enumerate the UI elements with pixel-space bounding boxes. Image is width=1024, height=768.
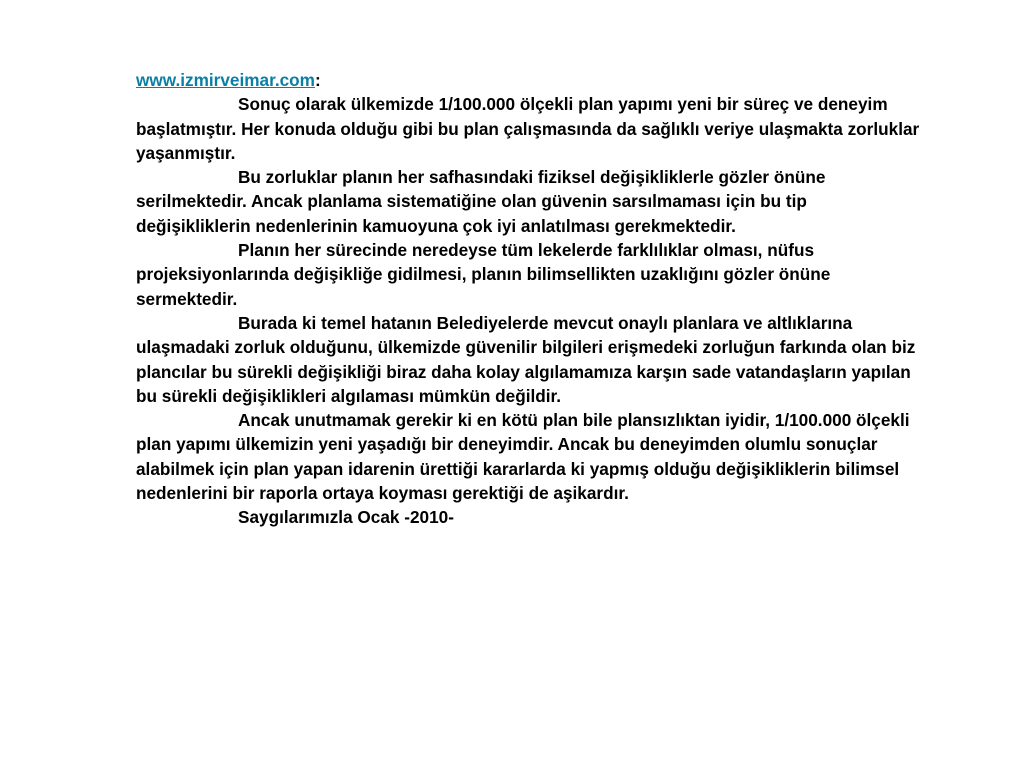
- link-colon: :: [314, 70, 321, 90]
- signature-line: Saygılarımızla Ocak -2010-: [238, 507, 454, 528]
- paragraph-5: Ancak unutmamak gerekir ki en kötü plan bile plansızlıktan iyidir, 1/100.000 ölçekli plan yapımı ülkemizin yeni yaşadığı bir deneyimdir. Ancak bu deneyimden olumlu sonuçlar alabilmek için plan yapan idarenin ürettiği kararlarda ki yapmış olduğu değişikliklerin bilimsel nedenlerini bir raporla ortaya koyması gerektiği de aşikardır.: [136, 410, 910, 504]
- paragraph-1: Sonuç olarak ülkemizde 1/100.000 ölçekli plan yapımı yeni bir süreç ve deneyim başlatmıştır. Her konuda olduğu gibi bu plan çalışmasında da sağlıklı veriye ulaşmakta zorluklar yaşanmıştır.: [136, 94, 920, 163]
- paragraph-4: Burada ki temel hatanın Belediyelerde mevcut onaylı planlara ve altlıklarına ulaşmadaki zorluk olduğunu, ülkemizde güvenilir bilgileri erişmedeki zorluğun farkında olan biz plancılar bu sürekli değişikliği biraz daha kolay algılamamıza karşın sade vatandaşların yapılan bu sürekli değişiklikleri algılaması mümkün değildir.: [136, 312, 916, 406]
- paragraph-2: Bu zorluklar planın her safhasındaki fiziksel değişikliklerle gözler önüne serilmektedir. Ancak planlama sistematiğine olan güvenin sarsılmaması için bu tip değişikliklerin nedenlerinin kamuoyuna çok iyi anlatılması gerekmektedir.: [136, 167, 826, 236]
- letter-body: [136, 68, 926, 530]
- header-line: [136, 68, 926, 92]
- website-link[interactable]: www.izmirveimar.com: [136, 70, 315, 90]
- paragraph-3: Planın her sürecinde neredeyse tüm lekelerde farklılıklar olması, nüfus projeksiyonlarında değişikliğe gidilmesi, planın bilimsellikten uzaklığını gözler önüne sermektedir.: [136, 240, 831, 309]
